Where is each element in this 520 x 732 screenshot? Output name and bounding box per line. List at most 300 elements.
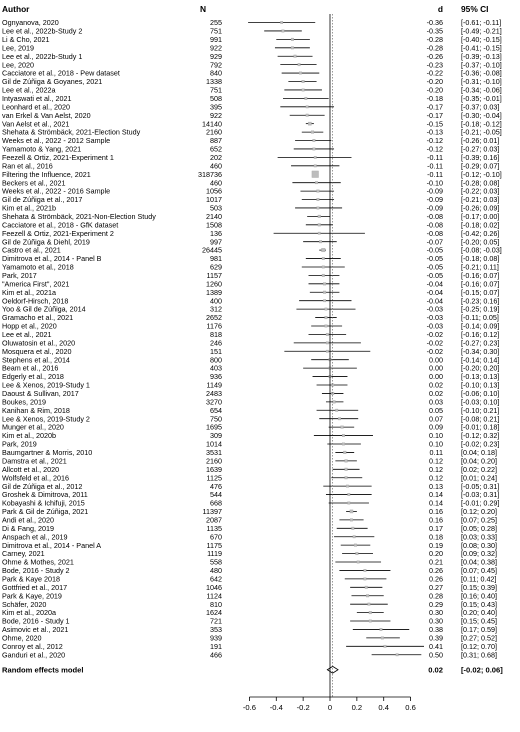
study-row	[2, 237, 499, 246]
study-ci-label: [0.15; 0.39]	[461, 582, 497, 592]
study-n-label: 151	[210, 346, 222, 356]
study-n-label: 480	[210, 566, 222, 576]
study-d-label: 0.14	[429, 490, 443, 500]
effect-marker	[325, 316, 328, 319]
study-author-label: Shehata & Strömbäck, 2021-Non-Election Study	[2, 211, 156, 221]
study-ci-label: [-0.25; 0.19]	[461, 304, 500, 314]
study-d-label: -0.28	[426, 34, 443, 44]
study-row	[2, 541, 497, 550]
study-row	[2, 617, 497, 626]
study-ci-label: [0.16; 0.40]	[461, 591, 497, 601]
study-n-label: 1046	[206, 582, 222, 592]
author-column-header: Author	[2, 4, 30, 14]
study-d-label: 0.12	[429, 456, 443, 466]
study-author-label: Lee et al., 2021	[2, 330, 52, 340]
effect-marker	[326, 333, 329, 336]
study-d-label: 0.27	[429, 582, 443, 592]
study-row	[2, 456, 497, 465]
study-ci-label: [-0.27; 0.23]	[461, 338, 500, 348]
study-n-label: 255	[210, 18, 222, 28]
study-ci-label: [-0.02; 0.23]	[461, 439, 500, 449]
study-ci-label: [-0.12; 0.32]	[461, 431, 500, 441]
x-tick-label: -0.2	[296, 703, 310, 712]
study-n-label: 2140	[206, 211, 222, 221]
study-n-label: 26445	[202, 245, 222, 255]
effect-marker	[345, 476, 348, 479]
study-author-label: Baumgartner & Morris, 2010	[2, 448, 93, 458]
study-ci-label: [-0.29; 0.07]	[461, 161, 500, 171]
study-row	[2, 515, 497, 524]
study-n-label: 14140	[202, 119, 222, 129]
study-ci-label: [-0.17; 0.00]	[461, 211, 500, 221]
study-n-label: 191	[210, 641, 222, 651]
study-author-label: Shehata & Strömbäck, 2021-Election Study	[2, 127, 141, 137]
study-n-label: 309	[210, 431, 222, 441]
study-d-label: -0.03	[426, 304, 443, 314]
effect-marker	[325, 308, 327, 310]
effect-marker	[299, 72, 302, 75]
effect-marker	[322, 257, 325, 260]
effect-marker	[322, 274, 325, 277]
study-ci-label: [0.17; 0.59]	[461, 625, 497, 635]
effect-marker	[396, 654, 398, 656]
study-row	[2, 448, 497, 457]
study-row	[2, 423, 499, 432]
effect-marker	[333, 400, 336, 403]
study-author-label: Ohme & Mothes, 2021	[2, 557, 74, 567]
study-ci-label: [0.04; 0.20]	[461, 456, 497, 466]
study-d-label: -0.02	[426, 338, 443, 348]
effect-marker	[335, 409, 338, 412]
study-ci-label: [0.07; 0.25]	[461, 515, 497, 525]
study-author-label: Wolfsfeld et al., 2016	[2, 473, 69, 483]
study-ci-label: [0.04; 0.18]	[461, 448, 497, 458]
study-author-label: Leonhard et al., 2020	[2, 102, 70, 112]
study-d-label: -0.08	[426, 228, 443, 238]
study-row	[2, 633, 497, 642]
study-d-label: 0.39	[429, 633, 443, 643]
study-d-label: -0.02	[426, 330, 443, 340]
study-n-label: 840	[210, 68, 222, 78]
study-author-label: Park, 2019	[2, 439, 37, 449]
study-n-label: 939	[210, 633, 222, 643]
study-d-label: -0.28	[426, 43, 443, 53]
study-d-label: 0.02	[429, 380, 443, 390]
study-n-label: 1639	[206, 464, 222, 474]
study-author-label: Gottfried et al., 2017	[2, 582, 68, 592]
study-ci-label: [-0.31; -0.10]	[461, 77, 502, 87]
study-author-label: Hopp et al., 2020	[2, 321, 57, 331]
study-author-label: Di & Fang, 2019	[2, 523, 54, 533]
study-d-label: -0.04	[426, 279, 443, 289]
effect-marker	[352, 527, 355, 530]
study-row	[2, 397, 499, 406]
study-d-label: -0.08	[426, 211, 443, 221]
effect-marker	[342, 434, 344, 436]
study-d-label: 0.16	[429, 515, 443, 525]
effect-marker	[294, 55, 297, 58]
study-author-label: Kim et al., 2021a	[2, 287, 56, 297]
study-author-label: Weeks et al., 2022 - 2012 Sample	[2, 136, 111, 146]
study-ci-label: [-0.06; 0.10]	[461, 389, 500, 399]
study-ci-label: [0.03; 0.33]	[461, 532, 497, 542]
study-author-label: Yamamoto & Yang, 2021	[2, 144, 82, 154]
study-ci-label: [0.01; 0.24]	[461, 473, 497, 483]
study-author-label: Munger et al., 2020	[2, 422, 64, 432]
study-ci-label: [-0.34; -0.06]	[461, 85, 502, 95]
study-n-label: 558	[210, 557, 222, 567]
study-ci-label: [-0.42; 0.26]	[461, 228, 500, 238]
study-d-label: -0.02	[426, 346, 443, 356]
study-d-label: 0.02	[429, 389, 443, 399]
study-author-label: Ran et al., 2016	[2, 161, 53, 171]
study-row	[2, 574, 496, 583]
effect-marker	[381, 637, 384, 640]
study-ci-label: [-0.03; 0.10]	[461, 397, 500, 407]
study-ci-label: [-0.12; -0.10]	[461, 169, 502, 179]
study-n-label: 750	[210, 414, 222, 424]
study-author-label: Feezell & Ortiz, 2021-Experiment 2	[2, 228, 114, 238]
study-author-label: Groshek & Dimitrova, 2011	[2, 490, 88, 500]
study-n-label: 202	[210, 152, 222, 162]
study-author-label: Edgerly et al., 2018	[2, 372, 64, 382]
study-author-label: Kim et al., 2020b	[2, 431, 56, 441]
study-ci-label: [-0.18; 0.02]	[461, 220, 500, 230]
study-n-label: 642	[210, 574, 222, 584]
effect-marker	[354, 544, 357, 547]
study-row	[2, 414, 499, 423]
study-n-label: 312	[210, 304, 222, 314]
study-ci-label: [-0.14; 0.09]	[461, 321, 500, 331]
study-d-label: 0.26	[429, 566, 443, 576]
study-row	[2, 625, 497, 634]
study-n-label: 1014	[206, 439, 222, 449]
study-n-label: 1624	[206, 608, 222, 618]
effect-marker	[326, 342, 328, 344]
effect-marker	[348, 502, 351, 505]
study-n-label: 460	[210, 178, 222, 188]
study-author-label: Filtering the Influence, 2021	[2, 169, 91, 179]
study-ci-label: [-0.26; 0.09]	[461, 203, 500, 213]
study-row	[2, 566, 497, 575]
study-ci-label: [0.07; 0.45]	[461, 566, 497, 576]
effect-marker	[318, 215, 321, 218]
study-row	[2, 305, 499, 314]
study-ci-label: [0.11; 0.42]	[461, 574, 497, 584]
study-author-label: Kanihan & Rim, 2018	[2, 405, 70, 415]
study-ci-label: [-0.13; 0.13]	[461, 372, 500, 382]
study-author-label: Lee et al., 2022a	[2, 85, 56, 95]
effect-marker	[356, 552, 359, 555]
study-author-label: Oluwatosin et al., 2020	[2, 338, 76, 348]
study-author-label: Damstra et al., 2021	[2, 456, 67, 466]
effect-marker	[313, 148, 316, 151]
study-ci-label: [-0.34; 0.30]	[461, 346, 500, 356]
study-n-label: 652	[210, 144, 222, 154]
effect-marker	[323, 291, 326, 294]
study-d-label: -0.36	[426, 18, 443, 28]
study-ci-label: [-0.16; 0.12]	[461, 330, 500, 340]
study-ci-label: [-0.23; 0.16]	[461, 296, 500, 306]
study-ci-label: [-0.08; 0.21]	[461, 414, 500, 424]
x-tick-label: 0.4	[378, 703, 389, 712]
study-author-label: Oeldorf-Hirsch, 2018	[2, 296, 69, 306]
study-ci-label: [0.15; 0.45]	[461, 616, 497, 626]
study-d-label: -0.03	[426, 313, 443, 323]
study-n-label: 1056	[206, 186, 222, 196]
study-ci-label: [-0.37; -0.10]	[461, 60, 502, 70]
study-d-label: 0.29	[429, 599, 443, 609]
study-row	[2, 389, 499, 398]
effect-marker	[350, 510, 353, 513]
summary-d-label: 0.02	[428, 665, 443, 675]
study-author-label: Intyaswati et al., 2021	[2, 93, 72, 103]
effect-marker	[313, 139, 316, 142]
study-n-label: 670	[210, 532, 222, 542]
effect-marker	[325, 325, 328, 328]
study-d-label: -0.35	[426, 26, 443, 36]
study-n-label: 1176	[206, 321, 222, 331]
study-d-label: -0.20	[426, 85, 443, 95]
study-row	[2, 465, 497, 474]
study-n-label: 2087	[206, 515, 222, 525]
study-ci-label: [-0.11; 0.05]	[461, 313, 499, 323]
study-row	[2, 195, 499, 204]
study-n-label: 246	[210, 338, 222, 348]
study-n-label: 3270	[206, 397, 222, 407]
study-author-label: Anspach et al., 2019	[2, 532, 68, 542]
study-author-label: Yoo & Gil de Zúñiga, 2014	[2, 304, 86, 314]
effect-marker	[291, 47, 294, 50]
study-n-label: 936	[210, 372, 222, 382]
study-author-label: Lee, 2020	[2, 60, 34, 70]
study-author-label: Allcott et al., 2020	[2, 464, 60, 474]
effect-marker	[368, 603, 371, 606]
study-rows	[2, 18, 502, 659]
study-author-label: Van Aelst et al., 2021	[2, 119, 70, 129]
study-ci-label: [-0.15; 0.07]	[461, 287, 500, 297]
study-author-label: Dimitrova et al., 2014 - Panel A	[2, 540, 102, 550]
study-row	[2, 322, 499, 331]
x-tick-label: 0.2	[351, 703, 363, 712]
study-author-label: Weeks et al., 2022 - 2016 Sample	[2, 186, 111, 196]
study-row	[2, 608, 497, 617]
study-author-label: Beckers et al., 2021	[2, 178, 66, 188]
study-row	[2, 355, 499, 364]
study-row	[2, 338, 499, 347]
study-ci-label: [-0.08; -0.03]	[461, 245, 502, 255]
study-author-label: Kim et al., 2020a	[2, 608, 56, 618]
study-author-label: Daoust & Sullivan, 2017	[2, 389, 79, 399]
x-tick-label: -0.6	[242, 703, 256, 712]
n-column-header: N	[200, 4, 207, 14]
effect-marker	[302, 89, 305, 92]
study-author-label: Lee et al., 2022b-Study 2	[2, 26, 83, 36]
effect-marker	[306, 106, 308, 108]
study-author-label: van Erkel & Van Aelst, 2020	[2, 110, 91, 120]
study-d-label: 0.10	[429, 431, 443, 441]
effect-marker	[280, 21, 282, 23]
study-row	[2, 431, 499, 440]
study-ci-label: [-0.35; -0.01]	[461, 93, 502, 103]
effect-marker	[369, 620, 372, 623]
study-ci-label: [-0.36; -0.08]	[461, 68, 502, 78]
study-d-label: -0.10	[426, 178, 443, 188]
effect-marker	[317, 207, 319, 209]
study-ci-label: [-0.49; -0.21]	[461, 26, 502, 36]
study-row	[2, 313, 499, 322]
study-d-label: -0.22	[426, 68, 443, 78]
x-tick-label: -0.4	[269, 703, 283, 712]
study-ci-label: [-0.14; 0.14]	[461, 355, 500, 365]
study-n-label: 1124	[206, 591, 222, 601]
study-d-label: 0.19	[429, 540, 443, 550]
study-d-label: -0.18	[426, 93, 443, 103]
study-ci-label: [0.31; 0.68]	[461, 650, 497, 660]
effect-marker	[350, 519, 353, 522]
study-row	[2, 558, 497, 567]
study-n-label: 792	[210, 60, 222, 70]
study-author-label: Lee & Xenos, 2019-Study 2	[2, 414, 90, 424]
effect-marker	[342, 443, 345, 446]
effect-marker	[319, 240, 322, 243]
study-ci-label: [-0.10; 0.21]	[461, 405, 500, 415]
study-author-label: Andi et al., 2020	[2, 515, 54, 525]
study-ci-label: [-0.18; 0.08]	[461, 254, 500, 264]
study-n-label: 2160	[206, 456, 222, 466]
study-d-label: -0.26	[426, 51, 443, 61]
study-n-label: 395	[210, 102, 222, 112]
study-d-label: -0.05	[426, 245, 443, 255]
study-d-label: -0.13	[426, 127, 443, 137]
summary-row	[2, 666, 503, 675]
study-author-label: Gil de Zúñiga & Diehl, 2019	[2, 237, 90, 247]
effect-marker	[322, 248, 326, 252]
effect-marker	[306, 114, 309, 117]
study-d-label: -0.23	[426, 60, 443, 70]
study-author-label: Conroy et al., 2012	[2, 641, 63, 651]
x-axis	[243, 14, 416, 712]
x-tick-label: 0	[327, 703, 333, 712]
study-n-label: 503	[210, 203, 222, 213]
study-ci-label: [0.15; 0.43]	[461, 599, 497, 609]
study-d-label: -0.09	[426, 186, 443, 196]
study-d-label: 0.12	[429, 473, 443, 483]
effect-marker	[326, 350, 328, 352]
effect-marker	[291, 38, 294, 41]
study-ci-label: [-0.28; 0.08]	[461, 178, 500, 188]
study-ci-label: [0.04; 0.38]	[461, 557, 497, 567]
effect-marker	[311, 131, 314, 134]
study-d-label: 0.00	[429, 355, 443, 365]
study-d-label: -0.11	[427, 152, 443, 162]
study-author-label: Ganduri et al., 2020	[2, 650, 66, 660]
ci-column-header: 95% CI	[461, 4, 489, 14]
study-d-label: -0.15	[426, 119, 443, 129]
study-author-label: Li & Cho, 2021	[2, 34, 50, 44]
study-author-label: Gil de Zúñiga et al., 2012	[2, 481, 83, 491]
study-d-label: 0.14	[429, 498, 443, 508]
study-d-label: -0.09	[426, 195, 443, 205]
effect-marker	[315, 181, 317, 183]
study-ci-label: [-0.27; 0.03]	[461, 144, 500, 154]
study-ci-label: [0.20; 0.40]	[461, 608, 497, 618]
effect-marker	[314, 156, 316, 158]
study-row	[2, 271, 499, 280]
study-ci-label: [-0.16; 0.07]	[461, 279, 500, 289]
study-d-label: -0.17	[426, 102, 443, 112]
study-ci-label: [-0.26; 0.01]	[461, 136, 500, 146]
study-n-label: 460	[210, 161, 222, 171]
study-row	[2, 591, 497, 600]
study-n-label: 1149	[206, 380, 222, 390]
study-author-label: Schäfer, 2020	[2, 599, 47, 609]
study-author-label: Bode, 2016 - Study 2	[2, 566, 70, 576]
study-author-label: Beam et al., 2016	[2, 363, 59, 373]
study-n-label: 751	[210, 85, 222, 95]
study-ci-label: [0.05; 0.28]	[461, 523, 497, 533]
effect-marker	[364, 578, 367, 581]
study-author-label: Carney, 2021	[2, 549, 45, 559]
study-n-label: 353	[210, 625, 222, 635]
study-d-label: 0.30	[429, 616, 443, 626]
study-ci-label: [0.02; 0.22]	[461, 464, 497, 474]
study-n-label: 2652	[206, 313, 222, 323]
effect-marker	[345, 468, 348, 471]
effect-marker	[308, 122, 311, 125]
effect-marker	[312, 171, 319, 178]
study-ci-label: [-0.10; 0.13]	[461, 380, 500, 390]
study-author-label: Stephens et al., 2014	[2, 355, 70, 365]
study-d-label: 0.07	[429, 414, 443, 424]
effect-marker	[282, 30, 285, 33]
study-n-label: 751	[210, 26, 222, 36]
study-row	[2, 549, 497, 558]
study-author-label: Mosquera et al., 2020	[2, 346, 72, 356]
study-d-label: -0.05	[426, 254, 443, 264]
study-ci-label: [0.09; 0.32]	[461, 549, 497, 559]
study-d-label: -0.05	[426, 271, 443, 280]
study-n-label: 929	[210, 51, 222, 61]
study-row	[2, 524, 497, 533]
study-row	[2, 279, 499, 288]
study-ci-label: [-0.41; -0.15]	[461, 43, 502, 53]
study-d-label: 0.05	[429, 405, 443, 415]
study-n-label: 11397	[202, 507, 222, 517]
study-d-label: 0.17	[429, 523, 443, 533]
study-ci-label: [-0.03; 0.31]	[461, 490, 500, 500]
study-author-label: Gil de Zúñiga & Goyanes, 2021	[2, 77, 103, 87]
study-author-label: Kobayashi & Ichifuji, 2015	[2, 498, 85, 508]
d-column-header: d	[437, 4, 443, 14]
study-row	[2, 583, 497, 592]
study-ci-label: [-0.22; 0.03]	[461, 186, 500, 196]
study-d-label: -0.03	[426, 321, 443, 331]
study-author-label: Kim et al., 2021b	[2, 203, 56, 213]
study-row	[2, 650, 497, 659]
study-n-label: 2483	[206, 389, 222, 399]
study-d-label: -0.12	[426, 144, 443, 154]
study-ci-label: [-0.16; 0.07]	[461, 271, 500, 280]
study-n-label: 668	[210, 498, 222, 508]
study-ci-label: [-0.21; 0.11]	[461, 262, 499, 272]
study-author-label: Ognyanova, 2020	[2, 18, 59, 28]
study-n-label: 1135	[206, 523, 222, 533]
study-row	[2, 263, 499, 272]
study-n-label: 1125	[206, 473, 222, 483]
study-author-label: Boukes, 2019	[2, 397, 46, 407]
study-d-label: 0.13	[429, 481, 443, 491]
